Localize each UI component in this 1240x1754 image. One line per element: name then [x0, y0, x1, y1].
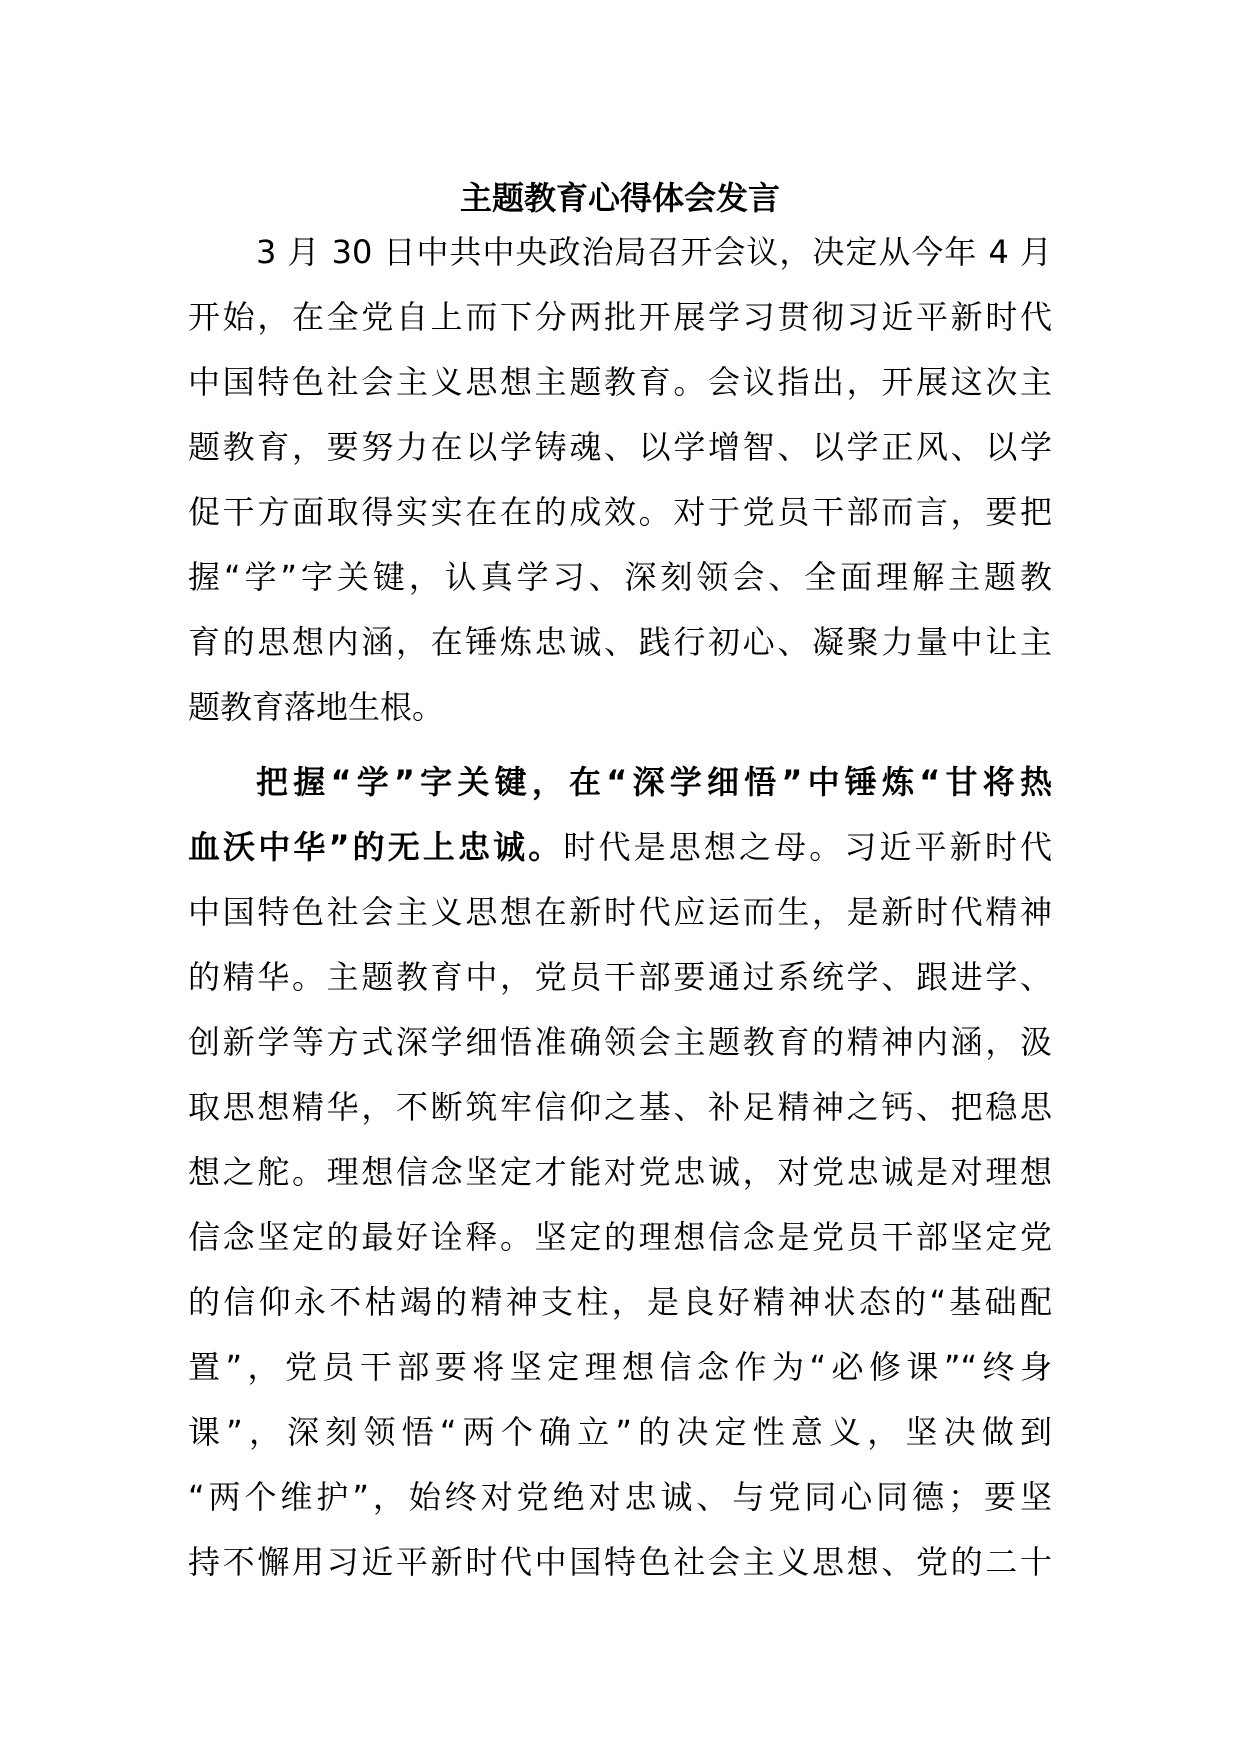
paragraph-line: 题教育，要努力在以学铸魂、以学增智、以学正风、以学 [188, 428, 1052, 466]
paragraph-line: 创新学等方式深学细悟准确领会主题教育的精神内涵，汲 [188, 1023, 1052, 1061]
paragraph-line: “两个维护”，始终对党绝对忠诚、与党同心同德；要坚 [188, 1478, 1052, 1516]
paragraph-line: 题教育落地生根。 [188, 688, 445, 726]
paragraph-line: 持不懈用习近平新时代中国特色社会主义思想、党的二十 [188, 1543, 1052, 1581]
paragraph-intro [188, 220, 1052, 740]
paragraph-text: 时代是思想之母。习近平新时代 [563, 828, 1052, 866]
section-heading-end: 血沃中华”的无上忠诚。 [188, 828, 564, 866]
paragraph-line: 开始，在全党自上而下分两批开展学习贯彻习近平新时代 [188, 298, 1052, 336]
paragraph-line: 置”，党员干部要将坚定理想信念作为“必修课”“终身 [188, 1348, 1052, 1386]
paragraph-line: 促干方面取得实实在在的成效。对于党员干部而言，要把 [188, 493, 1052, 531]
paragraph-line: 取思想精华，不断筑牢信仰之基、补足精神之钙、把稳思 [188, 1088, 1052, 1126]
paragraph-line: 想之舵。理想信念坚定才能对党忠诚，对党忠诚是对理想 [188, 1153, 1052, 1191]
paragraph-section-one [188, 750, 1052, 1595]
paragraph-line [188, 815, 1052, 880]
paragraph-line: 信念坚定的最好诠释。坚定的理想信念是党员干部坚定党 [188, 1218, 1052, 1256]
paragraph-line: 的信仰永不枯竭的精神支柱，是良好精神状态的“基础配 [188, 1283, 1052, 1321]
document-title: 主题教育心得体会发言 [459, 179, 780, 217]
paragraph-line: 中国特色社会主义思想主题教育。会议指出，开展这次主 [188, 363, 1052, 401]
paragraph-line: 课”，深刻领悟“两个确立”的决定性意义，坚决做到 [188, 1413, 1052, 1451]
paragraph-line: 中国特色社会主义思想在新时代应运而生，是新时代精神 [188, 893, 1052, 931]
paragraph-line: 3 月 30 日中共中央政治局召开会议，决定从今年 4 月 [256, 233, 1052, 271]
section-heading-line: 把握“学”字关键，在“深学细悟”中锤炼“甘将热 [256, 763, 1052, 801]
paragraph-line: 育的思想内涵，在锤炼忠诚、践行初心、凝聚力量中让主 [188, 623, 1052, 661]
paragraph-line: 的精华。主题教育中，党员干部要通过系统学、跟进学、 [188, 958, 1052, 996]
paragraph-line: 握“学”字关键，认真学习、深刻领会、全面理解主题教 [188, 558, 1052, 596]
